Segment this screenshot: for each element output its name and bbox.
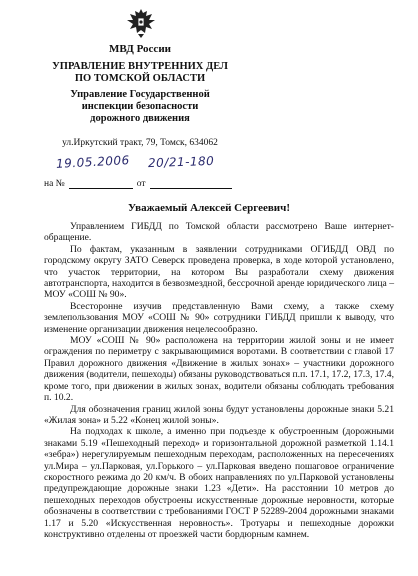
paragraph: На подходах к школе, а именно при подъезде к обустроенным (дорожными знаками 5.19 «Пешеходный переход» и горизонтальной дорожной разметкой 1.14.1 «зебра») нерегулируемым пешеходным переходам, расположенных на пересечениях ул.Мира – ул.Парковая, ул.Горького – ул.Парковая введено пошаговое ограничение скоростного режима до 20 км/ч. В обоих направлениях по ул.Парковой установлены предупреждающие дорожные знаки 1.23 «Дети». На расстоянии 10 метров до пешеходных переходов обустроены искусственные дорожные неровности, которые обозначены в соответствии с требованиями ГОСТ Р 52289-2004 дорожными знаками 1.17 и 5.20 «Искусственная неровность». Тротуары и пешеходные дорожки конструктивно отделены от проезжей части бордюрным камнем. [44,426,394,540]
inspection-name [40,89,240,125]
ref-blank [69,179,133,189]
ref-label: на № [44,179,65,189]
letter-body [44,221,394,540]
handwritten-number: 20/21-180 [147,153,215,171]
paragraph: МОУ «СОШ № 90» расположена на территории жилой зоны и не имеет ограждения по периметру с закрывающимися воротами. В соответствии с главой 17 Правил дорожного движения «Движение в жилых зонах» – участники дорожного движения (водители, пешеходы) обязаны руководствоваться п.п. 17.1, 17.2, 17.3, 17.4, кроме того, при движении в жилых зонах, водители обязаны соблюдать требования п. 10.2. [44,335,394,404]
reference-line [44,179,232,189]
paragraph: Всесторонне изучив представленную Вами схему, а также схему землепользования МОУ «СОШ № 90» сотрудники ГИБДД пришли к выводу, что изменение организации движения нецелесообразно. [44,300,394,335]
handwritten-date: 19.05.2006 [55,153,131,171]
from-label: от [136,179,146,189]
salutation: Уважаемый Алексей Сергеевич! [127,202,291,214]
ministry-name: МВД России [108,43,171,55]
inspection-line: инспекции безопасности [81,101,199,112]
department-line: ПО ТОМСКОЙ ОБЛАСТИ [74,73,206,84]
letterhead-address: ул.Иркутский тракт, 79, Томск, 634062 [62,138,218,148]
paragraph: По фактам, указанным в заявлении сотрудниками ОГИБДД ОВД по городскому округу ЗАТО Северск проведена проверка, в ходе которой установлено, что участок территории, на котором Вы разработали схему движения автотранспорта, находится в безвозмездной, бессрочной аренде юридического лица – МОУ «СОШ № 90». [44,243,394,301]
department-name [40,61,240,85]
from-blank [150,179,232,189]
eagle-emblem-icon [124,6,158,40]
paragraph: Управлением ГИБДД по Томской области рассмотрено Ваше интернет-обращение. [44,221,394,244]
inspection-line: Управление Государственной [70,89,210,100]
department-line: УПРАВЛЕНИЕ ВНУТРЕННИХ ДЕЛ [52,61,228,72]
inspection-line: дорожного движения [90,113,190,124]
paragraph: Для обозначения границ жилой зоны будут установлены дорожные знаки 5.21 «Жилая зона» и 5.22 «Конец жилой зоны». [44,403,394,426]
